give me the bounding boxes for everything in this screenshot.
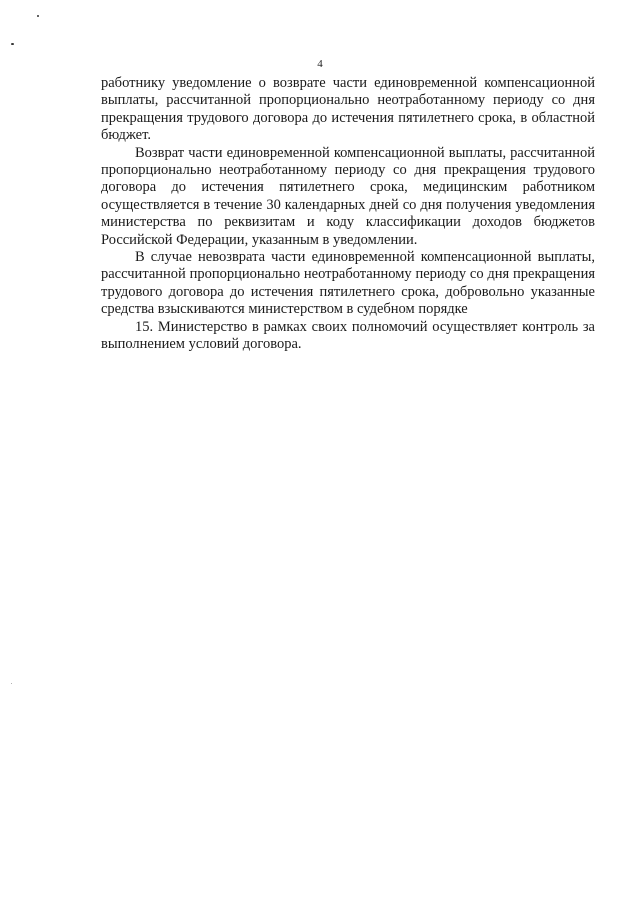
paragraph-continuation: работнику уведомление о возврате части единовременной компенсационной выплаты, рассчитанной пропорционально неотработанному периоду со дня прекращения трудового договора до истечения пятилетнего срока, в областной бюджет. [101, 75, 595, 144]
scan-speck [11, 683, 12, 684]
paragraph-control-clause: 15. Министерство в рамках своих полномочий осуществляет контроль за выполнением условий договора. [101, 318, 595, 353]
page-number: 4 [317, 58, 323, 70]
paragraph-repayment-terms: Возврат части единовременной компенсационной выплаты, рассчитанной пропорционально неотработанному периоду со дня прекращения трудового договора до истечения пятилетнего срока, медицинским работником осуществляется в течение 30 календарных дней со дня получения уведомления министерства по реквизитам и коду классификации доходов бюджетов Российской Федерации, указанным в уведомлении. [101, 144, 595, 248]
document-body [101, 75, 595, 354]
scan-speck [37, 15, 39, 17]
scan-speck [11, 43, 14, 45]
paragraph-non-repayment: В случае невозврата части единовременной компенсационной выплаты, рассчитанной пропорционально неотработанному периоду со дня прекращения трудового договора до истечения пятилетнего срока, добровольно указанные средства взыскиваются министерством в судебном порядке [101, 249, 595, 318]
